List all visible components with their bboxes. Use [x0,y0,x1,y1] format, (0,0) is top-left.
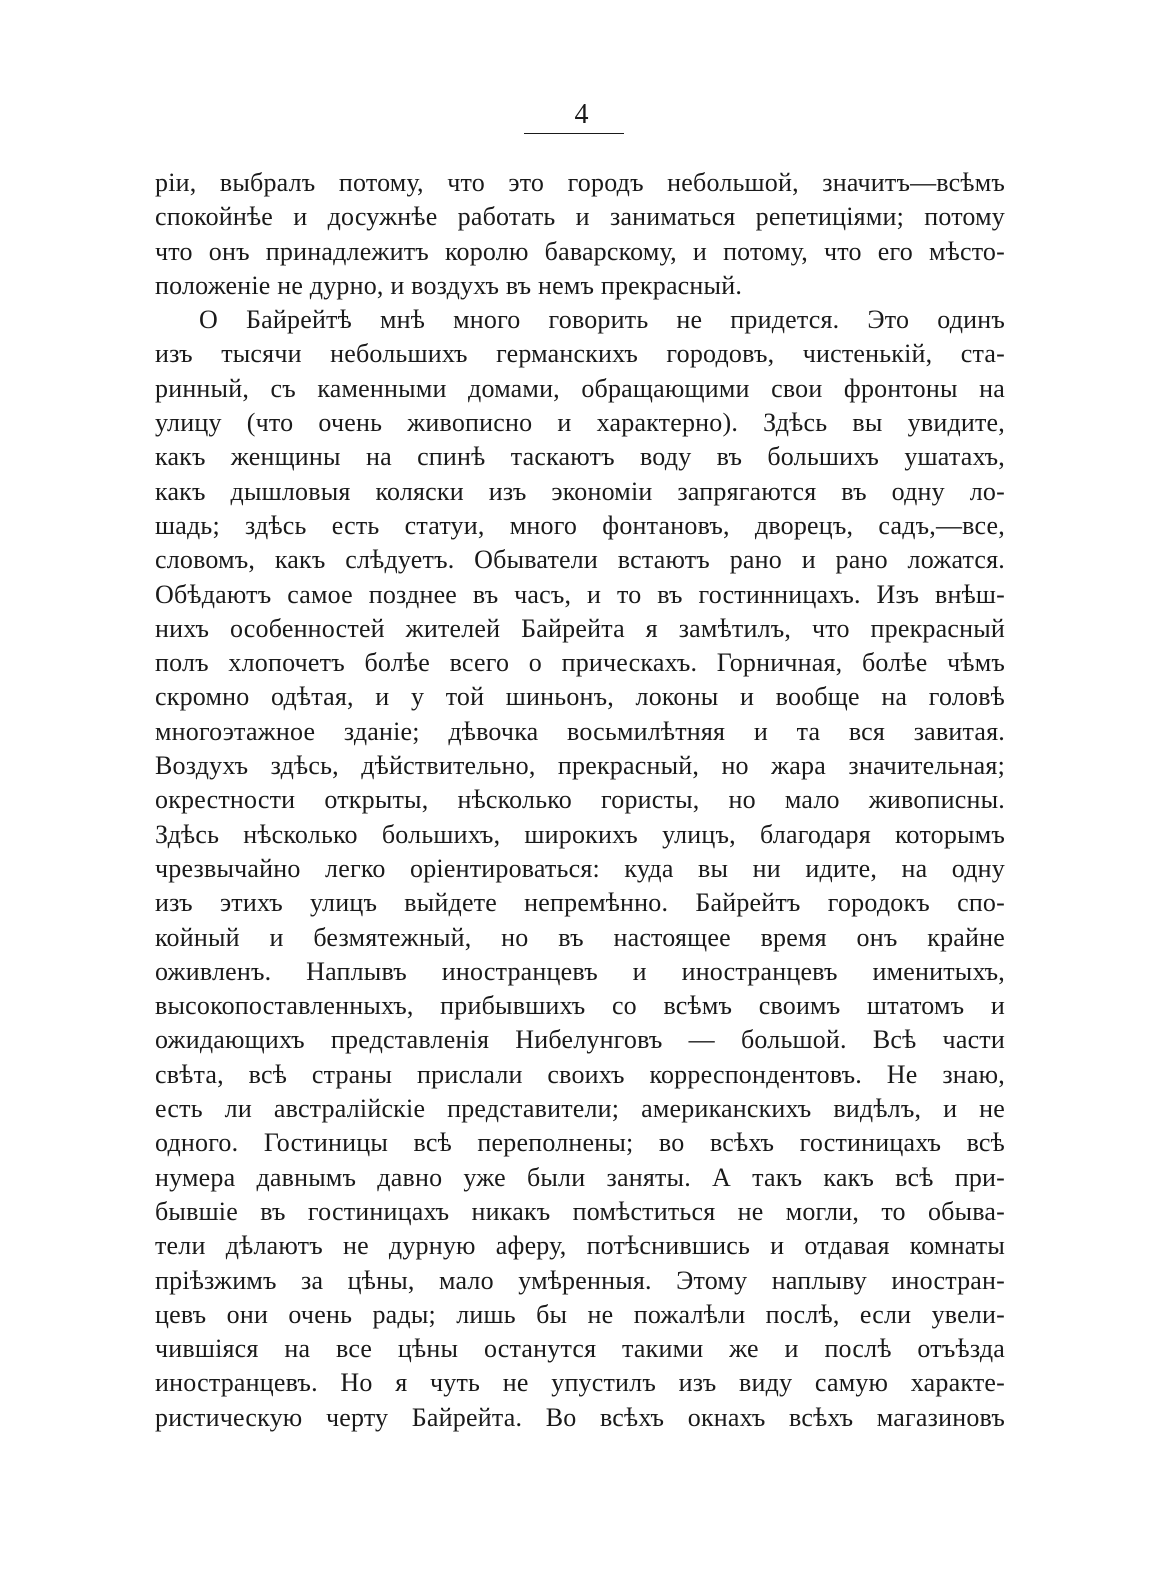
text-line: шадь; здѣсь есть статуи, много фонтановъ, дворецъ, садъ,—все, [155,510,1005,540]
text-line: многоэтажное зданіе; дѣвочка восьмилѣтняя и та вся завитая. [155,716,1005,746]
body-text [155,166,1005,1435]
text-line: койный и безмятежный, но въ настоящее время онъ крайне [155,922,1005,952]
text-line: тели дѣлаютъ не дурную аферу, потѣснившись и отдавая комнаты [155,1231,1005,1261]
text-line: Обѣдаютъ самое позднее въ часъ, и то въ гостинницахъ. Изъ внѣш- [155,579,1005,609]
page-number-rule [524,133,624,134]
text-line: О Байрейтѣ мнѣ много говорить не придется. Это одинъ [199,305,1005,335]
text-line: какъ дышловыя коляски изъ экономіи запрягаются въ одну ло- [155,476,1005,506]
text-line: полъ хлопочетъ болѣе всего о прическахъ. Горничная, болѣе чѣмъ [155,648,1005,678]
text-line: высокопоставленныхъ, прибывшихъ со всѣмъ своимъ штатомъ и [155,991,1005,1021]
text-line: скромно одѣтая, и у той шиньонъ, локоны и вообще на головѣ [155,682,1005,712]
text-line: нихъ особенностей жителей Байрейта я замѣтилъ, что прекрасный [155,613,1005,643]
text-line: есть ли австралійскіе представители; американскихъ видѣлъ, и не [155,1094,1005,1124]
text-line: свѣта, всѣ страны прислали своихъ корреспондентовъ. Не знаю, [155,1059,1005,1089]
text-line: улицу (что очень живописно и характерно). Здѣсь вы увидите, [155,408,1005,438]
text-line: бывшіе въ гостиницахъ никакъ помѣститься не могли, то обыва- [155,1196,1005,1226]
text-line: чрезвычайно легко оріентироваться: куда вы ни идите, на одну [155,853,1005,883]
text-line: иностранцевъ. Но я чуть не упустилъ изъ виду самую характе- [155,1368,1005,1398]
text-line: изъ тысячи небольшихъ германскихъ городовъ, чистенькій, ста- [155,339,1005,369]
text-line: какъ женщины на спинѣ таскаютъ воду въ большихъ ушатахъ, [155,442,1005,472]
text-line: цевъ они очень рады; лишь бы не пожалѣли послѣ, если увели- [155,1299,1005,1329]
text-line: одного. Гостиницы всѣ переполнены; во всѣхъ гостиницахъ всѣ [155,1128,1005,1158]
text-line: пріѣзжимъ за цѣны, мало умѣренныя. Этому наплыву иностран- [155,1265,1005,1295]
text-line: ристическую черту Байрейта. Во всѣхъ окнахъ всѣхъ магазиновъ [155,1402,1005,1432]
text-line: оживленъ. Наплывъ иностранцевъ и иностранцевъ именитыхъ, [155,956,1005,986]
text-line: окрестности открыты, нѣсколько гористы, но мало живописны. [155,785,1005,815]
text-line: нумера давнымъ давно уже были заняты. А такъ какъ всѣ при- [155,1162,1005,1192]
text-line: изъ этихъ улицъ выйдете непремѣнно. Байрейтъ городокъ спо- [155,888,1005,918]
text-line: словомъ, какъ слѣдуетъ. Обыватели встаютъ рано и рано ложатся. [155,545,1005,575]
text-line: Воздухъ здѣсь, дѣйствительно, прекрасный, но жара значительная; [155,751,1005,781]
text-line: ринный, съ каменными домами, обращающими свои фронтоны на [155,373,1005,403]
text-line: спокойнѣе и досужнѣе работать и заниматься репетиціями; потому [155,202,1005,232]
text-line: положеніе не дурно, и воздухъ въ немъ прекрасный. [155,270,743,300]
text-line: ріи, выбралъ потому, что это городъ небольшой, значитъ—всѣмъ [155,168,1005,197]
text-line: что онъ принадлежитъ королю баварскому, и потому, что его мѣсто- [155,236,1005,266]
page-number: 4 [574,99,589,130]
text-line: чившіяся на все цѣны останутся такими же и послѣ отъѣзда [155,1334,1005,1364]
text-line: ожидающихъ представленія Нибелунговъ — большой. Всѣ части [155,1025,1005,1055]
text-line: Здѣсь нѣсколько большихъ, широкихъ улицъ, благодаря которымъ [155,819,1005,849]
